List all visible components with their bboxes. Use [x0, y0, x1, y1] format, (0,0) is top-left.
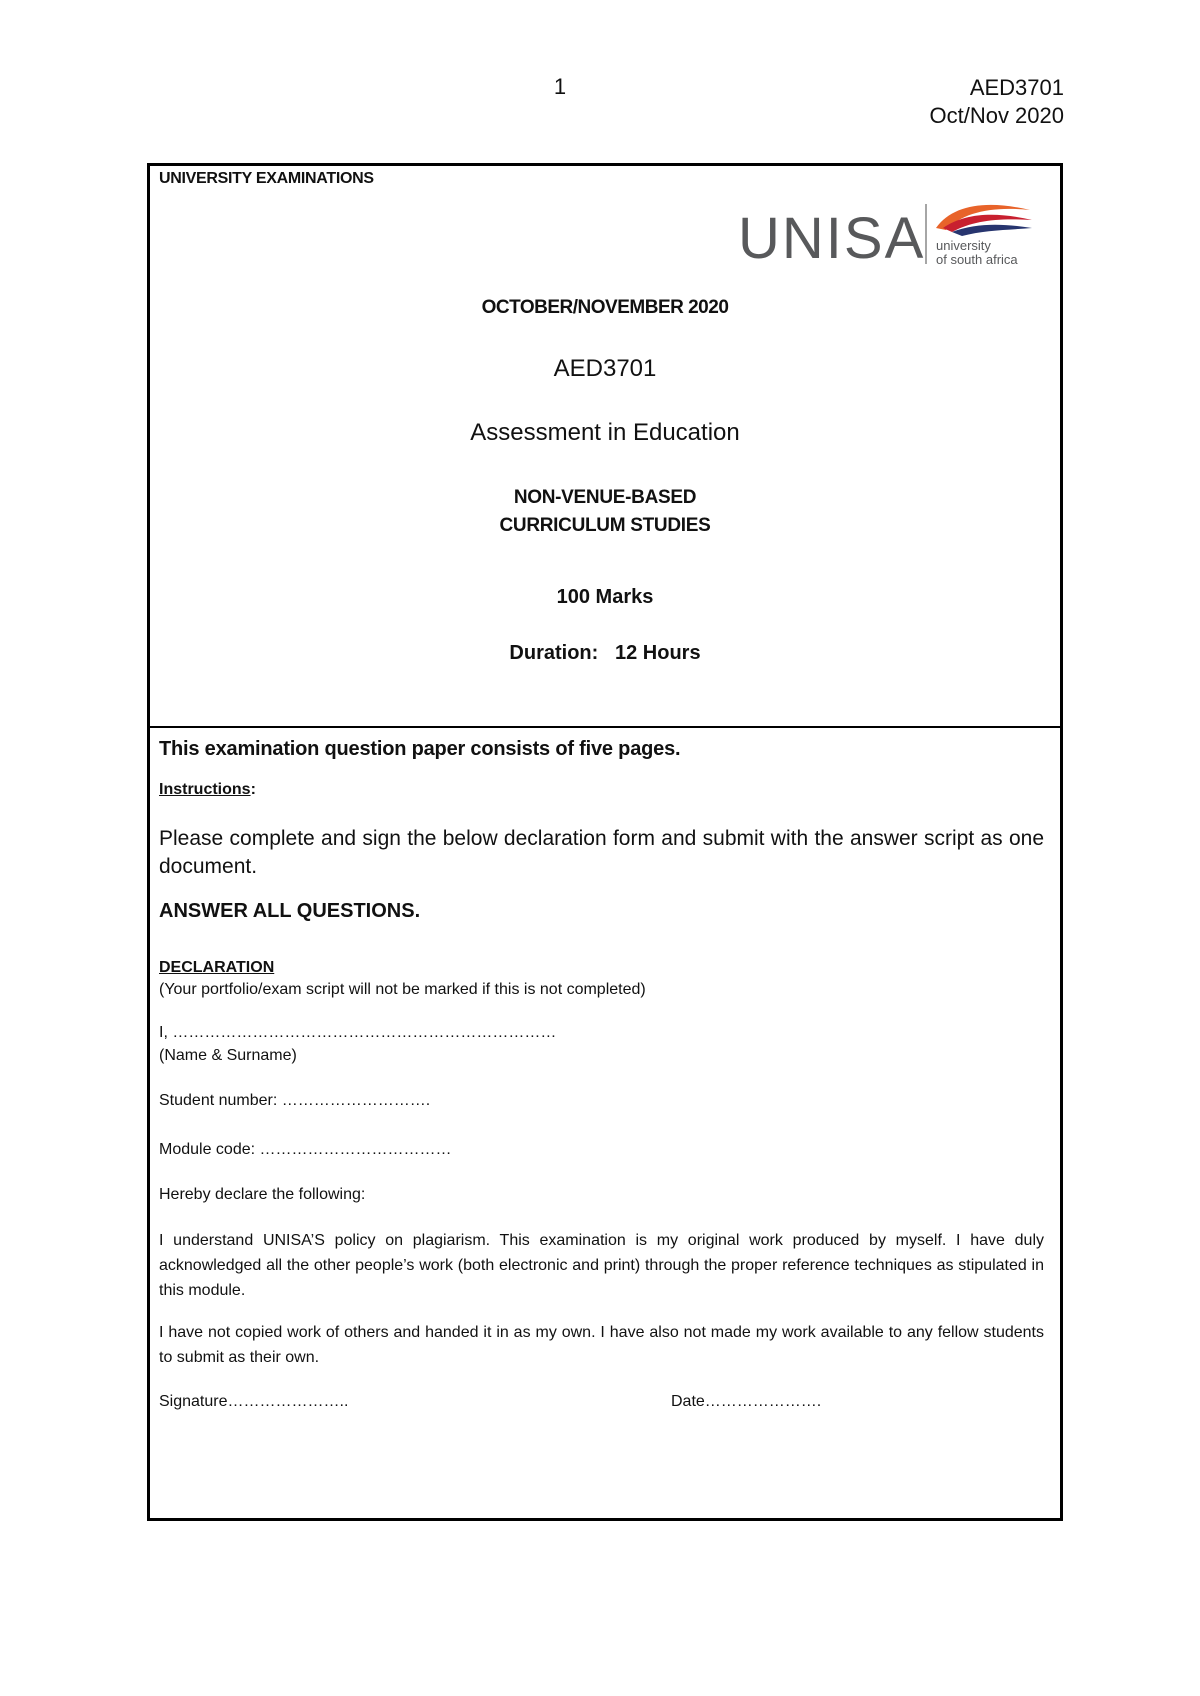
signature-field: Signature…………………..	[159, 1393, 349, 1410]
duration-label: Duration:	[509, 642, 599, 664]
logo-wordmark: UNISA	[738, 206, 926, 270]
name-field: I, ………………………………………………………………	[159, 1024, 557, 1041]
exam-session: OCTOBER/NOVEMBER 2020	[481, 297, 729, 318]
copying-paragraph: I have not copied work of others and handed it in as my own. I have also not made my work available to any fellow students to submit as their own.	[159, 1324, 1044, 1366]
exam-mode	[150, 484, 1060, 540]
hereby-statement: Hereby declare the following:	[159, 1186, 366, 1203]
header-session: Oct/Nov 2020	[929, 103, 1064, 128]
course-code: AED3701	[553, 355, 657, 382]
header-module-code: AED3701	[969, 75, 1064, 100]
module-code-field: Module code: ………………………………	[159, 1141, 452, 1158]
logo-tagline-2: of south africa	[936, 252, 1018, 267]
cover-section	[150, 166, 1060, 728]
instructions-heading	[159, 781, 256, 799]
declaration-note: (Your portfolio/exam script will not be marked if this is not completed)	[159, 981, 646, 998]
instructions-text: Please complete and sign the below declaration form and submit with the answer script as one document.	[159, 827, 1044, 878]
exam-duration	[150, 642, 1060, 665]
page-count-statement: This examination question paper consists of five pages.	[159, 738, 681, 760]
declaration-heading: DECLARATION	[159, 959, 275, 976]
page-number: 1	[553, 74, 567, 99]
exam-mode-line-2: CURRICULUM STUDIES	[499, 515, 711, 536]
logo-tagline-1: university	[936, 238, 991, 253]
course-title: Assessment in Education	[470, 419, 740, 446]
header-right	[929, 74, 1064, 130]
exam-type: UNIVERSITY EXAMINATIONS	[159, 170, 374, 187]
name-field-label: (Name & Surname)	[159, 1047, 297, 1064]
instructions-colon: :	[250, 781, 256, 798]
unisa-logo	[738, 198, 1038, 270]
instructions-label: Instructions	[159, 781, 251, 798]
plagiarism-paragraph: I understand UNISA’S policy on plagiarism. This examination is my original work produced by myself. I have duly acknowledged all the other people’s work (both electronic and print) through the proper reference techniques as stipulated in this module.	[159, 1232, 1044, 1299]
duration-value: 12 Hours	[614, 642, 701, 664]
total-marks: 100 Marks	[556, 586, 654, 608]
exam-frame	[147, 163, 1063, 1521]
date-field: Date………………….	[671, 1393, 822, 1410]
student-number-field: Student number: ……………………….	[159, 1092, 431, 1109]
exam-mode-line-1: NON-VENUE-BASED	[513, 487, 697, 508]
answer-all-heading: ANSWER ALL QUESTIONS.	[159, 900, 421, 922]
